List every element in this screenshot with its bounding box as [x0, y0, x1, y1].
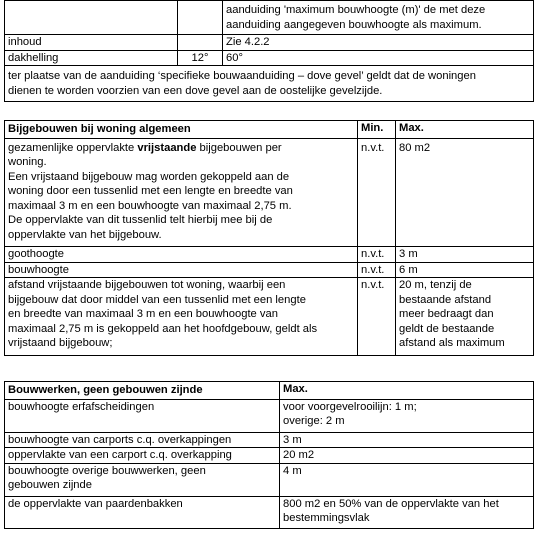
structure-value: 4 m [280, 463, 534, 496]
structure-value: 800 m2 en 50% van de oppervlakte van het bestemmingsvlak [280, 496, 534, 528]
total-area-text-a: gezamenlijke oppervlakte [8, 141, 138, 154]
table-cell-empty [5, 1, 178, 35]
dakhelling-max: 60° [223, 50, 534, 66]
max-column-header: Max. [396, 121, 534, 139]
dakhelling-label: dakhelling [5, 50, 178, 66]
table-row [5, 496, 534, 528]
structure-label: bouwhoogte van carports c.q. overkappingen [5, 432, 280, 448]
regulations-table-top [4, 0, 534, 102]
table-row [5, 448, 534, 464]
distance-description: afstand vrijstaande bijgebouwen tot woning, waarbij een bijgebouw dat door middel van een tussenlid met een lengte en breedte van maximaal 3 m en een bouwhoogte van maximaal 2,75 m is gekoppeld aan het hoofdgebouw, geldt als vrijstaand bijgebouw; [5, 278, 358, 356]
total-area-text-b: bijgebouwen per woning. Een vrijstaand bijgebouw mag worden gekoppeld aan de woning door een tussenlid met een lengte en breedte van maximaal 3 m en een bouwhoogte van maximaal 2,75 m. De oppervlakte van dit tussenlid telt hierbij mee bij de oppervlakte van het bijgebouw. [8, 141, 293, 241]
max-height-designation-text: aanduiding 'maximum bouwhoogte (m)' de met deze aanduiding aangegeven bouwhoogte als maximum. [223, 1, 534, 35]
table-row [5, 278, 534, 356]
total-area-description [5, 138, 358, 247]
dakhelling-min: 12° [178, 50, 223, 66]
inhoud-label: inhoud [5, 35, 178, 51]
min-column-header: Min. [358, 121, 396, 139]
dove-gevel-note: ter plaatse van de aanduiding ‘specifieke bouwaanduiding – dove gevel’ geldt dat de woningen dienen te worden voorzien van een dove gevel aan de oostelijke gevelzijde. [5, 66, 534, 102]
outbuildings-table [4, 120, 534, 356]
structures-table [4, 381, 534, 529]
bouwhoogte-max: 6 m [396, 262, 534, 278]
table-row [5, 138, 534, 247]
table-row [5, 35, 534, 51]
outbuildings-table-title: Bijgebouwen bij woning algemeen [5, 121, 358, 139]
table-header-row [5, 382, 534, 400]
total-area-text-bold: vrijstaande [137, 141, 197, 154]
table-header-row [5, 121, 534, 139]
bouwhoogte-min: n.v.t. [358, 262, 396, 278]
total-area-min: n.v.t. [358, 138, 396, 247]
table-row [5, 262, 534, 278]
structure-label: bouwhoogte overige bouwwerken, geen gebouwen zijnde [5, 463, 280, 496]
distance-max: 20 m, tenzij de bestaande afstand meer bedraagt dan geldt de bestaande afstand als maximum [396, 278, 534, 356]
distance-min: n.v.t. [358, 278, 396, 356]
table-row [5, 399, 534, 432]
structure-label: bouwhoogte erfafscheidingen [5, 399, 280, 432]
table-cell-empty [178, 35, 223, 51]
table-row [5, 1, 534, 35]
table-row [5, 463, 534, 496]
goothoogte-min: n.v.t. [358, 247, 396, 263]
structure-value: 3 m [280, 432, 534, 448]
structure-label: oppervlakte van een carport c.q. overkapping [5, 448, 280, 464]
structure-value: 20 m2 [280, 448, 534, 464]
table-row [5, 66, 534, 102]
table-row [5, 247, 534, 263]
bouwhoogte-label: bouwhoogte [5, 262, 358, 278]
table-row [5, 432, 534, 448]
structures-table-title: Bouwwerken, geen gebouwen zijnde [5, 382, 280, 400]
inhoud-value: Zie 4.2.2 [223, 35, 534, 51]
goothoogte-label: goothoogte [5, 247, 358, 263]
structures-max-header: Max. [280, 382, 534, 400]
table-row [5, 50, 534, 66]
structure-value: voor voorgevelrooilijn: 1 m; overige: 2 m [280, 399, 534, 432]
structure-label: de oppervlakte van paardenbakken [5, 496, 280, 528]
total-area-max: 80 m2 [396, 138, 534, 247]
table-cell-empty [178, 1, 223, 35]
goothoogte-max: 3 m [396, 247, 534, 263]
